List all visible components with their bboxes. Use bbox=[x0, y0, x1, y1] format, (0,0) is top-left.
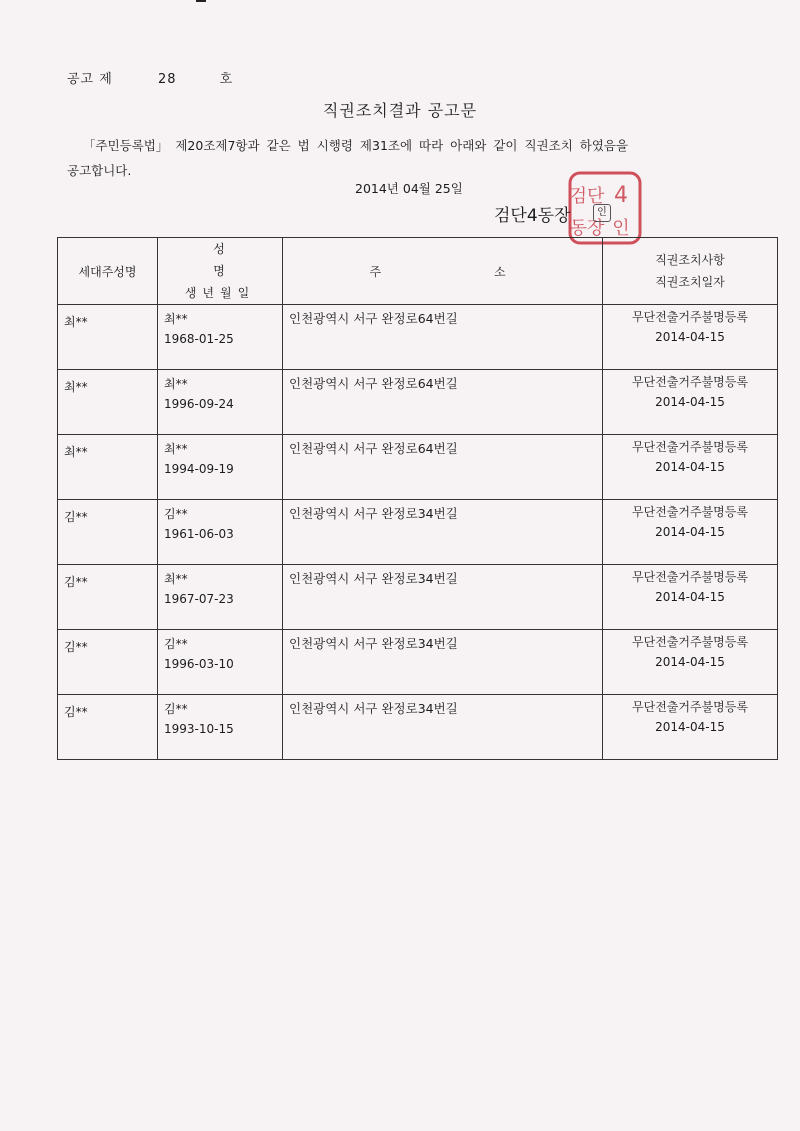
cell-address: 인천광역시 서구 완정로34번길 bbox=[283, 565, 603, 630]
header-name: 성 명 bbox=[213, 242, 255, 278]
cell-householder: 김** bbox=[58, 565, 158, 630]
table-row bbox=[58, 695, 778, 760]
cell-name-birth bbox=[158, 500, 283, 565]
cell-name: 최** bbox=[164, 377, 188, 391]
signer-name: 검단4동장 bbox=[494, 206, 571, 226]
notice-number bbox=[67, 68, 233, 87]
cell-action bbox=[603, 370, 778, 435]
cell-action bbox=[603, 500, 778, 565]
cell-name: 최** bbox=[164, 572, 188, 586]
cell-householder: 김** bbox=[58, 630, 158, 695]
cell-birth: 1961-06-03 bbox=[164, 527, 234, 541]
notice-suffix: 호 bbox=[219, 72, 234, 87]
cell-birth: 1994-09-19 bbox=[164, 462, 234, 476]
action-table bbox=[57, 237, 778, 760]
cell-householder: 최** bbox=[58, 435, 158, 500]
table-header-row bbox=[58, 238, 778, 305]
cell-action-date: 2014-04-15 bbox=[655, 330, 725, 344]
cell-action-item: 무단전출거주불명등록 bbox=[632, 635, 748, 649]
table-row bbox=[58, 500, 778, 565]
cell-name-birth bbox=[158, 695, 283, 760]
seal-char-3: 동장 bbox=[569, 218, 605, 239]
seal-char-1: 검단 bbox=[569, 186, 605, 207]
cell-action bbox=[603, 435, 778, 500]
cell-address: 인천광역시 서구 완정로64번길 bbox=[283, 305, 603, 370]
cell-name-birth bbox=[158, 370, 283, 435]
cell-name: 김** bbox=[164, 702, 188, 716]
cell-name: 최** bbox=[164, 442, 188, 456]
cell-address: 인천광역시 서구 완정로64번길 bbox=[283, 435, 603, 500]
cell-action bbox=[603, 565, 778, 630]
cell-action-date: 2014-04-15 bbox=[655, 395, 725, 409]
header-address-b: 소 bbox=[493, 264, 506, 279]
cell-action-item: 무단전출거주불명등록 bbox=[632, 310, 748, 324]
document-title: 직권조치결과 공고문 bbox=[322, 101, 478, 120]
table-row bbox=[58, 305, 778, 370]
header-action bbox=[603, 238, 778, 305]
seal-mark-label: 인 bbox=[593, 204, 611, 222]
cell-action-date: 2014-04-15 bbox=[655, 655, 725, 669]
cell-action bbox=[603, 630, 778, 695]
header-name-birth bbox=[158, 238, 283, 305]
notice-body-line2: 공고합니다. bbox=[67, 163, 132, 178]
cell-action-date: 2014-04-15 bbox=[655, 460, 725, 474]
seal-char-4: 인 bbox=[612, 218, 630, 239]
table-row bbox=[58, 630, 778, 695]
header-action-date: 직권조치일자 bbox=[655, 275, 725, 289]
cell-birth: 1996-09-24 bbox=[164, 397, 234, 411]
cell-address: 인천광역시 서구 완정로34번길 bbox=[283, 630, 603, 695]
cell-name-birth bbox=[158, 305, 283, 370]
cell-action bbox=[603, 305, 778, 370]
cell-name-birth bbox=[158, 565, 283, 630]
seal-char-2: 4 bbox=[614, 183, 628, 208]
cell-birth: 1993-10-15 bbox=[164, 722, 234, 736]
cell-birth: 1968-01-25 bbox=[164, 332, 234, 346]
header-action-item: 직권조치사항 bbox=[655, 253, 725, 267]
cell-action-item: 무단전출거주불명등록 bbox=[632, 505, 748, 519]
notice-label: 공고 제 bbox=[67, 72, 113, 87]
header-address bbox=[283, 238, 603, 305]
notice-body-line1: 「주민등록법」 제20조제7항과 같은 법 시행령 제31조에 따라 아래와 같이 직권조치 하였음을 bbox=[83, 138, 629, 153]
cell-birth: 1996-03-10 bbox=[164, 657, 234, 671]
cell-householder: 최** bbox=[58, 370, 158, 435]
cell-action-item: 무단전출거주불명등록 bbox=[632, 375, 748, 389]
notice-number-value: 28 bbox=[157, 72, 177, 87]
cell-action-item: 무단전출거주불명등록 bbox=[632, 440, 748, 454]
cell-name: 김** bbox=[164, 507, 188, 521]
cell-name-birth bbox=[158, 630, 283, 695]
cell-householder: 김** bbox=[58, 500, 158, 565]
cell-action-date: 2014-04-15 bbox=[655, 590, 725, 604]
cell-householder: 김** bbox=[58, 695, 158, 760]
header-birth: 생년월일 bbox=[184, 286, 256, 300]
table-row bbox=[58, 565, 778, 630]
table-row bbox=[58, 435, 778, 500]
cell-name: 김** bbox=[164, 637, 188, 651]
cell-address: 인천광역시 서구 완정로34번길 bbox=[283, 695, 603, 760]
cell-name-birth bbox=[158, 435, 283, 500]
cell-action bbox=[603, 695, 778, 760]
cell-name: 최** bbox=[164, 312, 188, 326]
notice-date: 2014년 04월 25일 bbox=[355, 181, 463, 196]
cell-action-date: 2014-04-15 bbox=[655, 720, 725, 734]
cell-action-item: 무단전출거주불명등록 bbox=[632, 700, 748, 714]
cell-address: 인천광역시 서구 완정로64번길 bbox=[283, 370, 603, 435]
cell-action-date: 2014-04-15 bbox=[655, 525, 725, 539]
table-row bbox=[58, 370, 778, 435]
cell-householder: 최** bbox=[58, 305, 158, 370]
header-householder: 세대주성명 bbox=[58, 238, 158, 305]
cell-action-item: 무단전출거주불명등록 bbox=[632, 570, 748, 584]
cell-address: 인천광역시 서구 완정로34번길 bbox=[283, 500, 603, 565]
header-address-a: 주 bbox=[369, 264, 382, 279]
cell-birth: 1967-07-23 bbox=[164, 592, 234, 606]
scan-mark bbox=[196, 0, 206, 2]
